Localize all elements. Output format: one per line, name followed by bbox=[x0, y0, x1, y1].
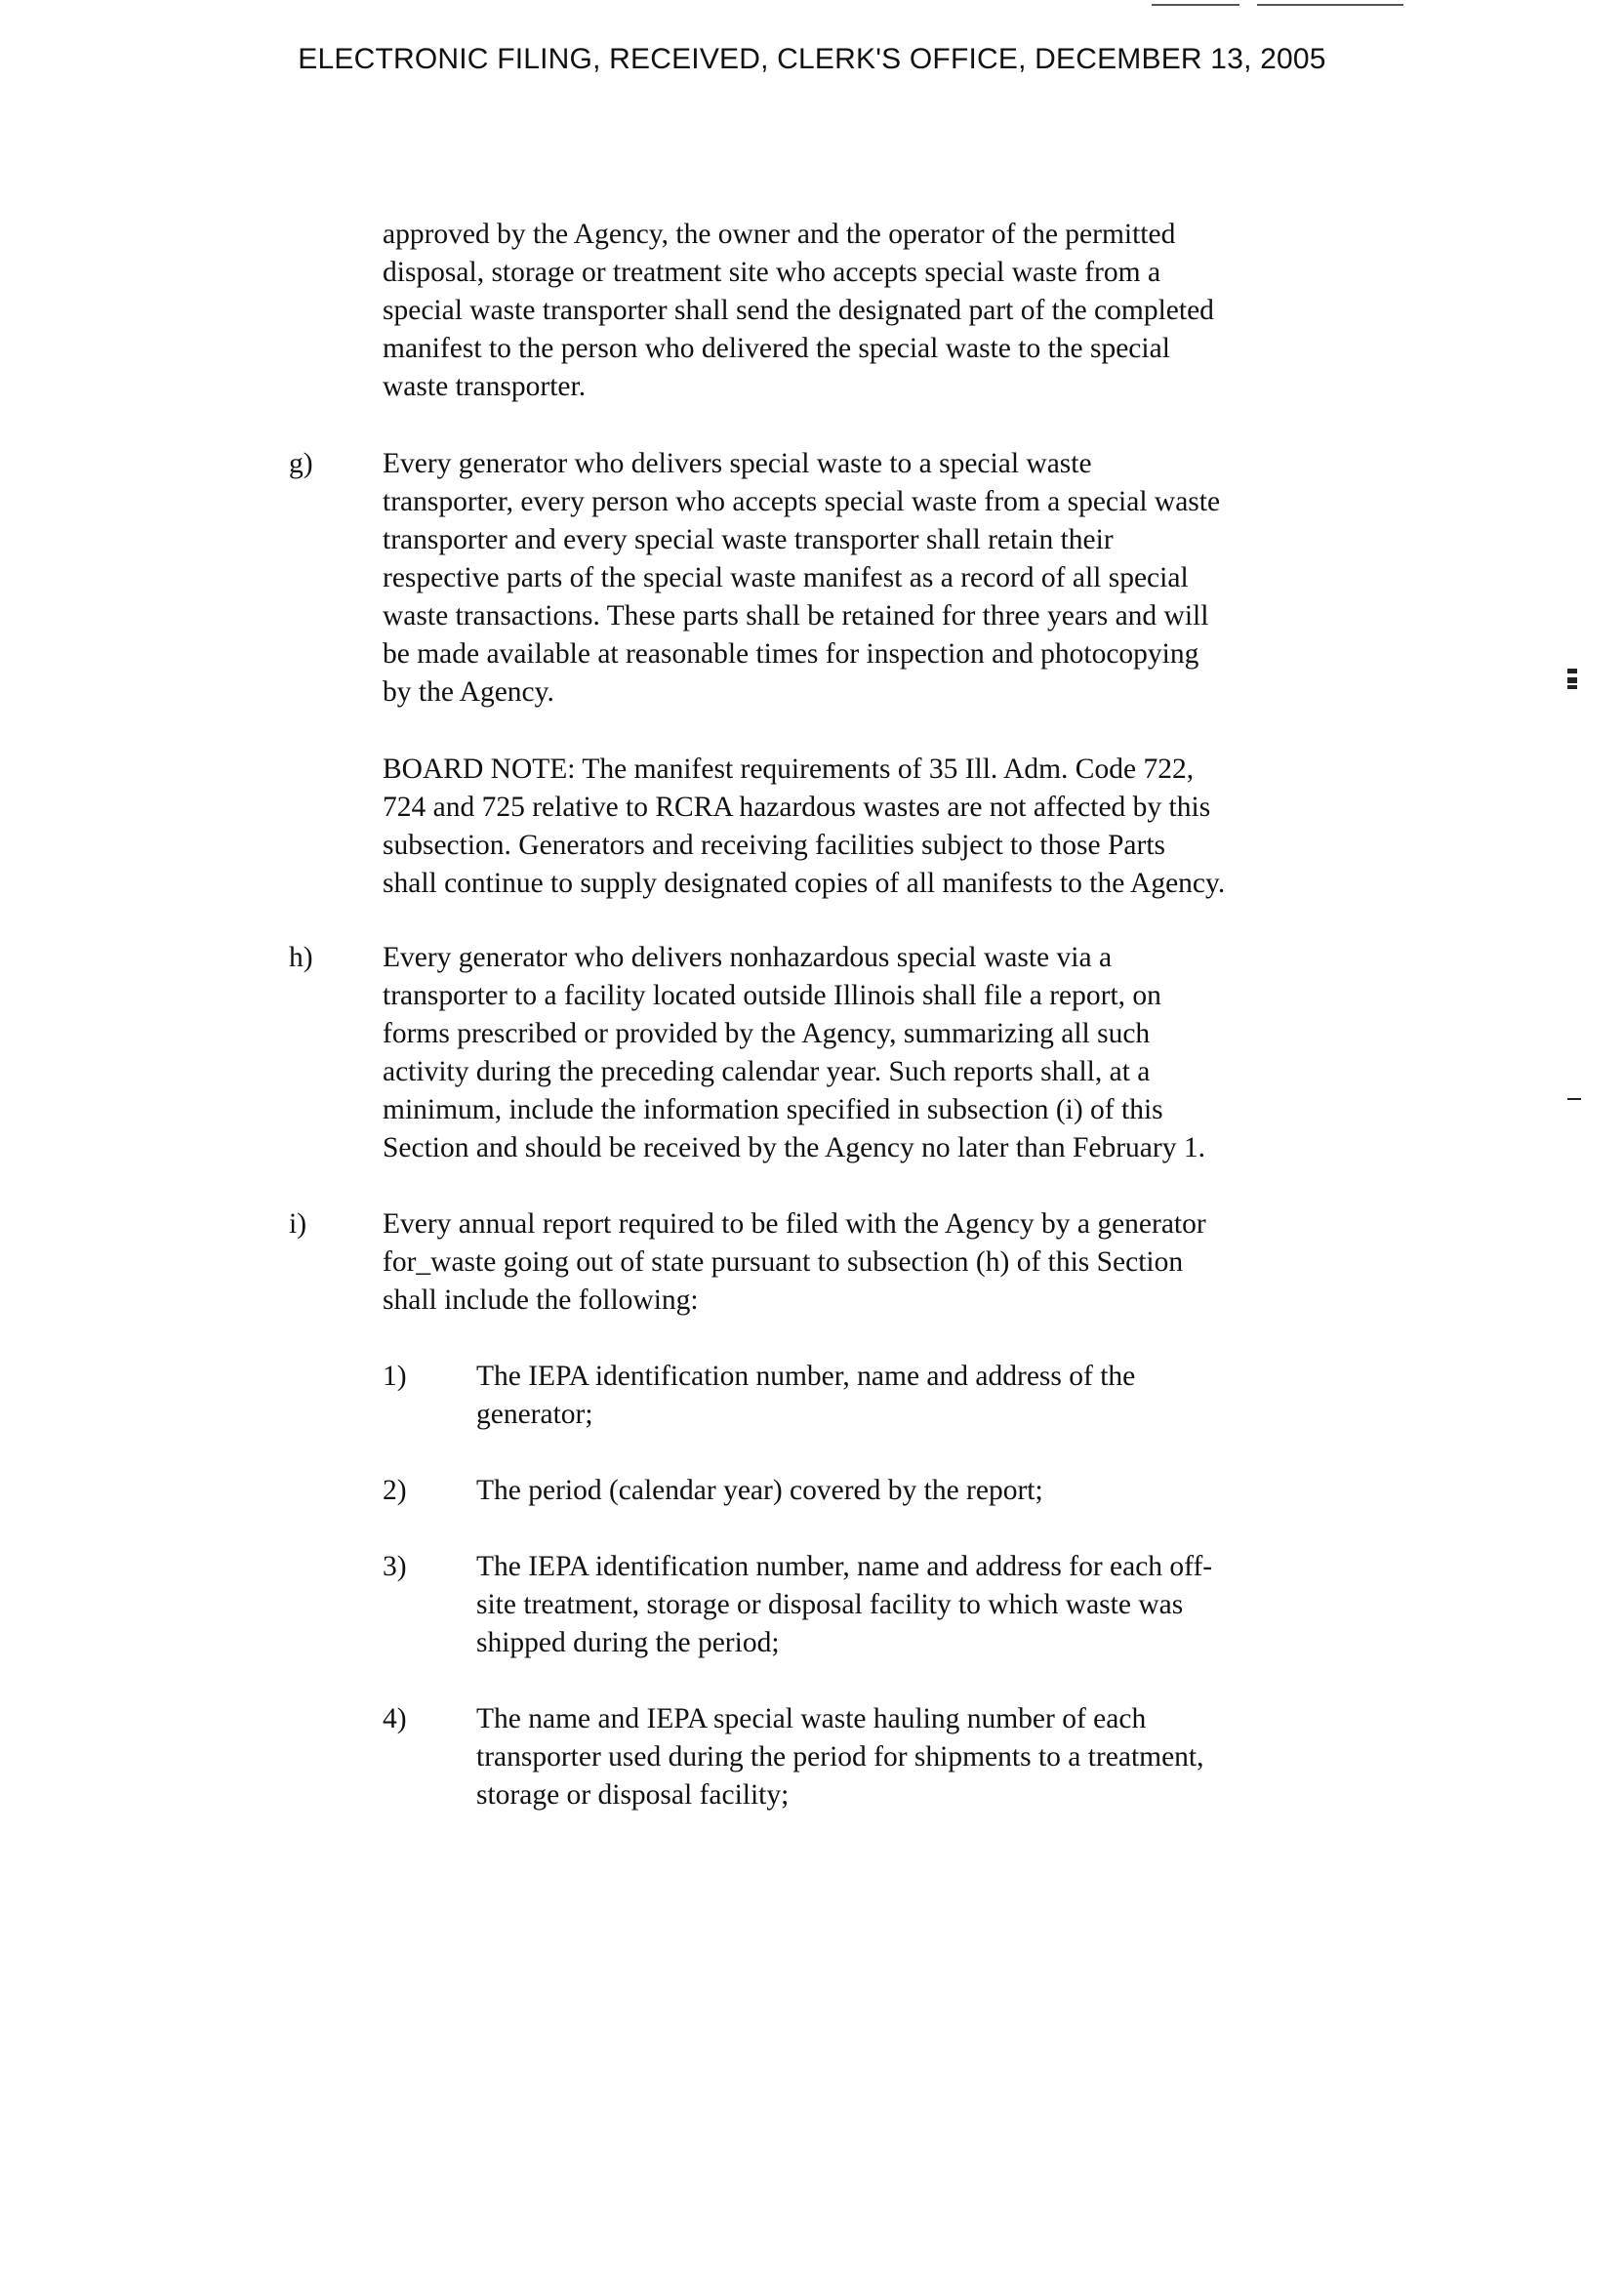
text-line: BOARD NOTE: The manifest requirements of 35 Ill. Adm. Code 722, bbox=[383, 754, 1195, 785]
text-line: generator; bbox=[476, 1399, 593, 1430]
text-line: transporter to a facility located outside Illinois shall file a report, on bbox=[383, 980, 1161, 1011]
text-line: by the Agency. bbox=[383, 676, 554, 708]
text-line: subsection. Generators and receiving facilities subject to those Parts bbox=[383, 830, 1166, 861]
subsection-h bbox=[383, 939, 1339, 1167]
text-line: minimum, include the information specified in subsection (i) of this bbox=[383, 1094, 1163, 1125]
text-line: for_waste going out of state pursuant to subsection (h) of this Section bbox=[383, 1246, 1184, 1278]
text-line: transporter and every special waste transporter shall retain their bbox=[383, 524, 1114, 555]
text-line: special waste transporter shall send the designated part of the completed bbox=[383, 295, 1214, 326]
text-line: activity during the preceding calendar year. Such reports shall, at a bbox=[383, 1056, 1151, 1087]
item-2-label: 2) bbox=[383, 1475, 407, 1506]
scan-artifact-mark bbox=[1567, 685, 1577, 689]
scan-artifact-mark bbox=[1567, 677, 1577, 683]
text-line: The name and IEPA special waste hauling number of each bbox=[476, 1703, 1147, 1734]
subsection-i bbox=[383, 1205, 1339, 1320]
item-4 bbox=[476, 1700, 1335, 1814]
text-line: waste transactions. These parts shall be retained for three years and will bbox=[383, 600, 1209, 632]
subsection-g-label: g) bbox=[289, 448, 313, 479]
scan-artifact-mark bbox=[1567, 1098, 1581, 1100]
item-1-label: 1) bbox=[383, 1361, 407, 1392]
subsection-g bbox=[383, 445, 1339, 712]
text-line: 724 and 725 relative to RCRA hazardous wastes are not affected by this bbox=[383, 792, 1211, 823]
text-line: site treatment, storage or disposal facility to which waste was bbox=[476, 1589, 1184, 1620]
scan-artifact-mark bbox=[1567, 669, 1577, 673]
text-line: The period (calendar year) covered by the report; bbox=[476, 1475, 1043, 1506]
scan-artifact-line bbox=[1257, 4, 1403, 6]
scan-artifact-line bbox=[1152, 4, 1239, 6]
subsection-h-label: h) bbox=[289, 942, 313, 973]
text-line: shall continue to supply designated copies of all manifests to the Agency. bbox=[383, 868, 1226, 899]
text-line: disposal, storage or treatment site who accepts special waste from a bbox=[383, 257, 1161, 288]
text-line: The IEPA identification number, name and address of the bbox=[476, 1361, 1136, 1392]
text-line: transporter used during the period for shipments to a treatment, bbox=[476, 1741, 1204, 1773]
item-3-label: 3) bbox=[383, 1551, 407, 1582]
text-line: Every generator who delivers nonhazardous special waste via a bbox=[383, 942, 1113, 973]
text-line: transporter, every person who accepts special waste from a special waste bbox=[383, 486, 1221, 517]
text-line: waste transporter. bbox=[383, 371, 587, 402]
text-line: respective parts of the special waste manifest as a record of all special bbox=[383, 562, 1189, 593]
item-1 bbox=[476, 1358, 1335, 1434]
text-line: Every generator who delivers special waste to a special waste bbox=[383, 448, 1092, 479]
item-4-label: 4) bbox=[383, 1703, 407, 1734]
text-line: Every annual report required to be filed with the Agency by a generator bbox=[383, 1208, 1206, 1240]
item-3 bbox=[476, 1548, 1335, 1662]
text-line: shall include the following: bbox=[383, 1284, 699, 1316]
filing-stamp: ELECTRONIC FILING, RECEIVED, CLERK'S OFFICE, DECEMBER 13, 2005 bbox=[298, 43, 1326, 75]
text-line: approved by the Agency, the owner and the operator of the permitted bbox=[383, 219, 1176, 250]
text-line: The IEPA identification number, name and address for each off- bbox=[476, 1551, 1213, 1582]
text-line: forms prescribed or provided by the Agency, summarizing all such bbox=[383, 1018, 1151, 1049]
board-note bbox=[383, 751, 1339, 903]
subsection-i-label: i) bbox=[289, 1208, 307, 1240]
text-line: be made available at reasonable times for inspection and photocopying bbox=[383, 638, 1199, 670]
text-line: Section and should be received by the Agency no later than February 1. bbox=[383, 1132, 1205, 1163]
text-line: shipped during the period; bbox=[476, 1627, 780, 1658]
text-line: storage or disposal facility; bbox=[476, 1779, 790, 1811]
text-line: manifest to the person who delivered the special waste to the special bbox=[383, 333, 1170, 364]
item-2 bbox=[476, 1472, 1335, 1510]
subsection-f-continued bbox=[383, 216, 1339, 406]
